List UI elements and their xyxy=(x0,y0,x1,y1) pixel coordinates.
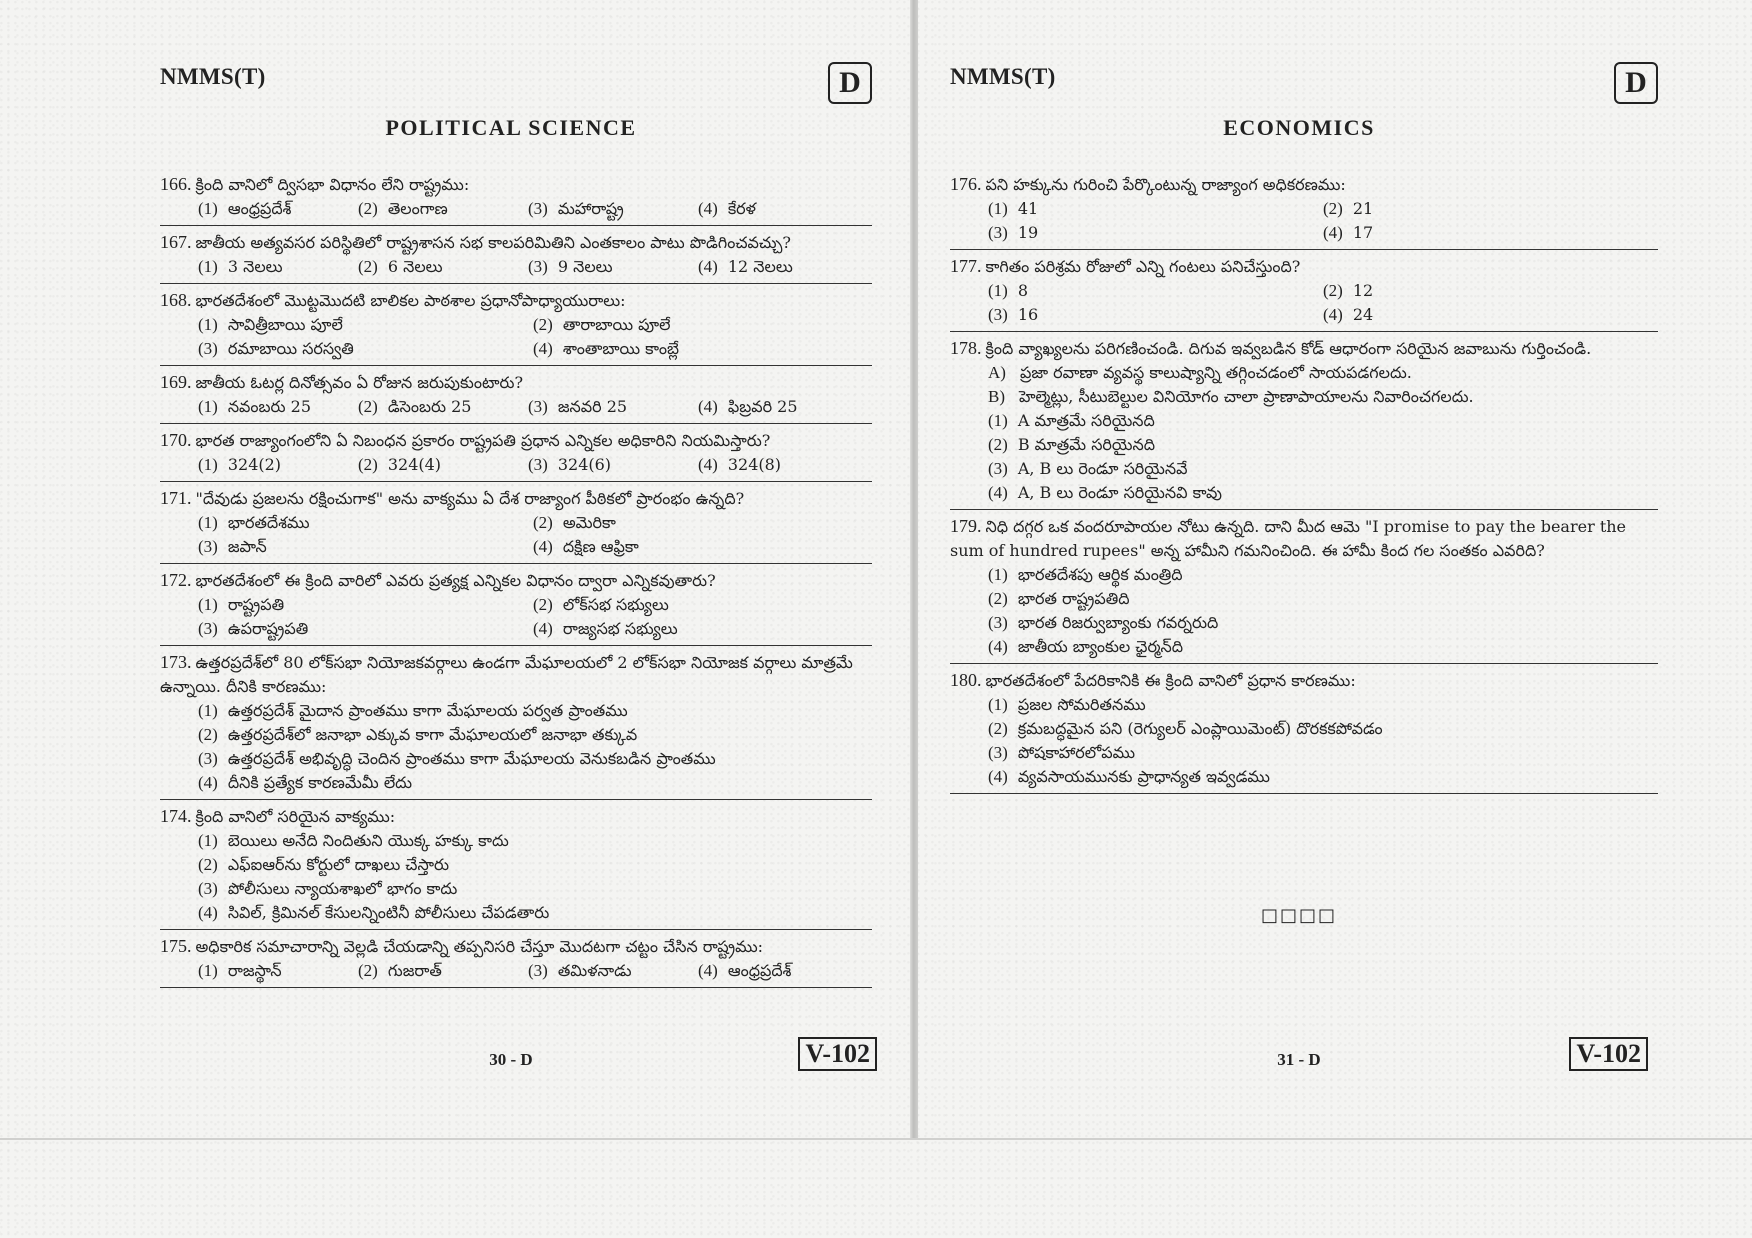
question-text: భారత రాజ్యాంగంలోని ఏ నిబంధన ప్రకారం రాష్ట్రపతి ప్రధాన ఎన్నికల అధికారిని నియమిస్తారు? xyxy=(195,431,771,450)
option-list xyxy=(160,255,872,279)
question-text: భారతదేశంలో పేదరికానికి ఈ క్రింది వానిలో ప్రధాన కారణము: xyxy=(985,671,1356,690)
question-stem xyxy=(160,804,872,829)
set-code-box: D xyxy=(1614,62,1658,104)
question-number: 179. xyxy=(950,516,982,536)
option-list xyxy=(160,699,872,795)
option-list xyxy=(160,959,872,983)
question-stem xyxy=(160,934,872,959)
right-page xyxy=(940,0,1658,1130)
option: (3) తమిళనాడు xyxy=(528,961,632,980)
option-list xyxy=(160,395,872,419)
option: (4) కేరళ xyxy=(698,199,756,218)
option: (1) 41 xyxy=(988,199,1039,218)
option-list xyxy=(160,829,872,925)
option: (3) 324(6) xyxy=(528,455,612,474)
question xyxy=(160,424,872,482)
option: (4) A, B లు రెండూ సరియైనవి కావు xyxy=(988,483,1222,502)
option: (4) 324(8) xyxy=(698,455,782,474)
question-stem xyxy=(160,568,872,593)
left-page xyxy=(150,0,872,1130)
question xyxy=(160,930,872,988)
question-number: 176. xyxy=(950,174,982,194)
option-list xyxy=(950,279,1658,327)
option-list xyxy=(950,693,1658,789)
option: (4) దీనికి ప్రత్యేక కారణమేమీ లేదు xyxy=(198,773,412,792)
question-stem xyxy=(160,370,872,395)
question-number: 170. xyxy=(160,430,192,450)
subject-title: ECONOMICS xyxy=(1223,115,1375,140)
question-stem xyxy=(160,650,872,699)
option: (1) భారతదేశపు ఆర్థిక మంత్రిది xyxy=(988,565,1183,584)
option-list xyxy=(160,197,872,221)
statement: B) హెల్మెట్లు, సీటుబెల్టుల వినియోగం చాలా ప్రాణాపాయాలను నివారించగలదు. xyxy=(988,387,1474,406)
page-number: 30 - D xyxy=(489,1050,533,1069)
question-list xyxy=(950,168,1658,794)
exam-code: NMMS(T) xyxy=(160,64,266,89)
subject-title: POLITICAL SCIENCE xyxy=(385,115,637,140)
option: (2) 6 నెలలు xyxy=(358,257,443,276)
question-text: జాతీయ ఓటర్ల దినోత్సవం ఏ రోజున జరుపుకుంటారు? xyxy=(195,373,524,392)
option: (2) తెలంగాణ xyxy=(358,199,448,218)
option: (1) రాజస్థాన్ xyxy=(198,961,282,980)
option: (2) లోక్‌సభ సభ్యులు xyxy=(533,595,669,614)
question-number: 171. xyxy=(160,488,192,508)
option: (1) 324(2) xyxy=(198,455,282,474)
option: (3) 19 xyxy=(988,223,1039,242)
question-stem xyxy=(160,230,872,255)
question-number: 169. xyxy=(160,372,192,392)
option: (1) సావిత్రీబాయి పూలే xyxy=(198,315,343,334)
option: (4) సివిల్, క్రిమినల్ కేసులన్నింటినీ పోలీసులు చేపడతారు xyxy=(198,903,550,922)
question-stem xyxy=(160,428,872,453)
option: (4) రాజ్యసభ సభ్యులు xyxy=(533,619,678,638)
option: (3) మహారాష్ట్ర xyxy=(528,199,624,218)
option: (2) 324(4) xyxy=(358,455,442,474)
question-stem xyxy=(950,172,1658,197)
option: (3) రమాబాయి సరస్వతి xyxy=(198,339,354,358)
exam-code: NMMS(T) xyxy=(950,64,1056,89)
question-text: క్రింది వానిలో ద్విసభా విధానం లేని రాష్ట్రము: xyxy=(195,175,470,194)
option-list xyxy=(950,563,1658,659)
option: (2) భారత రాష్ట్రపతిది xyxy=(988,589,1130,608)
question-stem xyxy=(950,336,1658,361)
option: (1) 8 xyxy=(988,281,1029,300)
option: (1) ఉత్తరప్రదేశ్ మైదాన ప్రాంతము కాగా మేఘాలయ పర్వత ప్రాంతము xyxy=(198,701,628,720)
option-list xyxy=(160,313,872,361)
question xyxy=(160,564,872,646)
question xyxy=(950,510,1658,664)
option: (2) డిసెంబరు 25 xyxy=(358,397,472,416)
option: (2) క్రమబద్ధమైన పని (రెగ్యులర్ ఎంప్లాయిమెంట్) దొరకకపోవడం xyxy=(988,719,1383,738)
option: (1) రాష్ట్రపతి xyxy=(198,595,285,614)
option: (1) ప్రజల సోమరితనము xyxy=(988,695,1146,714)
question xyxy=(950,664,1658,794)
question-text: జాతీయ అత్యవసర పరిస్థితిలో రాష్ట్రశాసన సభ కాలపరిమితిని ఎంతకాలం పాటు పొడిగించవచ్చు? xyxy=(195,233,791,252)
question-stem xyxy=(950,668,1658,693)
option: (1) A మాత్రమే సరియైనది xyxy=(988,411,1155,430)
option: (3) జనవరి 25 xyxy=(528,397,628,416)
option: (4) ఫిబ్రవరి 25 xyxy=(698,397,798,416)
option: (2) గుజరాత్ xyxy=(358,961,442,980)
option: (4) ఆంధ్రప్రదేశ్ xyxy=(698,961,792,980)
question-text: క్రింది వానిలో సరియైన వాక్యము: xyxy=(195,807,396,826)
question-list xyxy=(160,168,872,988)
question-number: 166. xyxy=(160,174,192,194)
question-number: 173. xyxy=(160,652,192,672)
set-code-box: D xyxy=(828,62,872,104)
option: (2) తారాబాయి పూలే xyxy=(533,315,671,334)
question-stem xyxy=(950,514,1658,563)
statement: A) ప్రజా రవాణా వ్యవస్థ కాలుష్యాన్ని తగ్గించడంలో సాయపడగలదు. xyxy=(988,363,1412,382)
question xyxy=(160,366,872,424)
booklet-code: V-102 xyxy=(798,1037,877,1071)
option: (3) ఉత్తరప్రదేశ్ అభివృద్ధి చెందిన ప్రాంతము కాగా మేఘాలయ వెనుకబడిన ప్రాంతము xyxy=(198,749,716,768)
option: (3) జపాన్ xyxy=(198,537,267,556)
option-list xyxy=(950,409,1658,505)
question xyxy=(160,284,872,366)
option-list xyxy=(950,197,1658,245)
option: (1) బెయిలు అనేది నిందితుని యొక్క హక్కు కాదు xyxy=(198,831,509,850)
question xyxy=(950,250,1658,332)
question-number: 168. xyxy=(160,290,192,310)
option: (2) అమెరికా xyxy=(533,513,616,532)
option: (4) 17 xyxy=(1323,223,1374,242)
question xyxy=(160,646,872,800)
question-number: 180. xyxy=(950,670,982,690)
option: (2) 12 xyxy=(1323,281,1374,300)
option: (4) జాతీయ బ్యాంకుల ఛైర్మన్‌ది xyxy=(988,637,1184,656)
question xyxy=(160,482,872,564)
question-text: అధికారిక సమాచారాన్ని వెల్లడి చేయడాన్ని తప్పనిసరి చేస్తూ మొదటగా చట్టం చేసిన రాష్ట్రము: xyxy=(195,937,764,956)
book-gutter xyxy=(910,0,918,1140)
question xyxy=(160,800,872,930)
question-text: భారతదేశంలో ఈ క్రింది వారిలో ఎవరు ప్రత్యక్ష ఎన్నికల విధానం ద్వారా ఎన్నికవుతారు? xyxy=(195,571,716,590)
question-stem xyxy=(160,172,872,197)
option: (1) భారతదేశము xyxy=(198,513,310,532)
option: (4) వ్యవసాయమునకు ప్రాధాన్యత ఇవ్వడము xyxy=(988,767,1270,786)
question-number: 177. xyxy=(950,256,982,276)
option: (3) A, B లు రెండూ సరియైనవే xyxy=(988,459,1188,478)
question-number: 174. xyxy=(160,806,192,826)
question xyxy=(950,168,1658,250)
question xyxy=(950,332,1658,510)
option: (3) ఉపరాష్ట్రపతి xyxy=(198,619,309,638)
option: (3) 9 నెలలు xyxy=(528,257,613,276)
question-text: కాగితం పరిశ్రమ రోజులో ఎన్ని గంటలు పనిచేస్తుంది? xyxy=(985,257,1301,276)
question-text: పని హక్కును గురించి పేర్కొంటున్న రాజ్యాంగ అధికరణము: xyxy=(985,175,1346,194)
option: (3) భారత రిజర్వుబ్యాంకు గవర్నరుది xyxy=(988,613,1219,632)
question-number: 178. xyxy=(950,338,982,358)
question-number: 167. xyxy=(160,232,192,252)
end-of-paper-mark: □□□□ xyxy=(1260,905,1338,926)
option-list xyxy=(160,511,872,559)
option-list xyxy=(160,453,872,477)
question-number: 172. xyxy=(160,570,192,590)
question xyxy=(160,168,872,226)
option: (4) దక్షిణ ఆఫ్రికా xyxy=(533,537,639,556)
option: (1) నవంబరు 25 xyxy=(198,397,312,416)
question xyxy=(160,226,872,284)
option-list xyxy=(160,593,872,641)
option: (2) 21 xyxy=(1323,199,1374,218)
question-text: "దేవుడు ప్రజలను రక్షించుగాక" అను వాక్యము ఏ దేశ రాజ్యాంగ పీఠికలో ప్రారంభం ఉన్నది? xyxy=(195,489,745,508)
question-number: 175. xyxy=(160,936,192,956)
option: (4) శాంతాబాయి కాంబ్లే xyxy=(533,339,679,358)
option: (2) ఎఫ్ఐఆర్‌ను కోర్టులో దాఖలు చేస్తారు xyxy=(198,855,449,874)
option: (1) ఆంధ్రప్రదేశ్ xyxy=(198,199,292,218)
question-stem xyxy=(950,254,1658,279)
question-stem xyxy=(160,288,872,313)
question-text: ఉత్తరప్రదేశ్‌లో 80 లోక్‌సభా నియోజకవర్గాలు ఉండగా మేఘాలయలో 2 లోక్‌సభా నియోజక వర్గాలు మాత్రమే ఉన్నాయి. దీనికి కారణము: xyxy=(160,653,853,696)
question-text: క్రింది వ్యాఖ్యలను పరిగణించండి. దిగువ ఇవ్వబడిన కోడ్ ఆధారంగా సరియైన జవాబును గుర్తించండి. xyxy=(985,339,1592,358)
option: (3) పోషకాహారలోపము xyxy=(988,743,1136,762)
option: (3) పోలీసులు న్యాయశాఖలో భాగం కాదు xyxy=(198,879,458,898)
option: (4) 12 నెలలు xyxy=(698,257,793,276)
question-text: భారతదేశంలో మొట్టమొదటి బాలికల పాఠశాల ప్రధానోపాధ్యాయురాలు: xyxy=(195,291,626,310)
booklet-code: V-102 xyxy=(1569,1037,1648,1071)
option: (2) B మాత్రమే సరియైనది xyxy=(988,435,1156,454)
option: (3) 16 xyxy=(988,305,1039,324)
option: (4) 24 xyxy=(1323,305,1374,324)
question-text: నిధి దగ్గర ఒక వందరూపాయల నోటు ఉన్నది. దాని మీద ఆమె "I promise to pay the bearer the sum of hundred rupees" అన్న హామీని గమనించింది. ఈ హామీ కింద గల సంతకం ఎవరిది? xyxy=(950,517,1627,560)
option: (2) ఉత్తరప్రదేశ్‌లో జనాభా ఎక్కువ కాగా మేఘాలయలో జనాభా తక్కువ xyxy=(198,725,638,744)
option: (1) 3 నెలలు xyxy=(198,257,283,276)
page-number: 31 - D xyxy=(1277,1050,1321,1069)
page-edge xyxy=(0,1138,1752,1140)
question-stem xyxy=(160,486,872,511)
